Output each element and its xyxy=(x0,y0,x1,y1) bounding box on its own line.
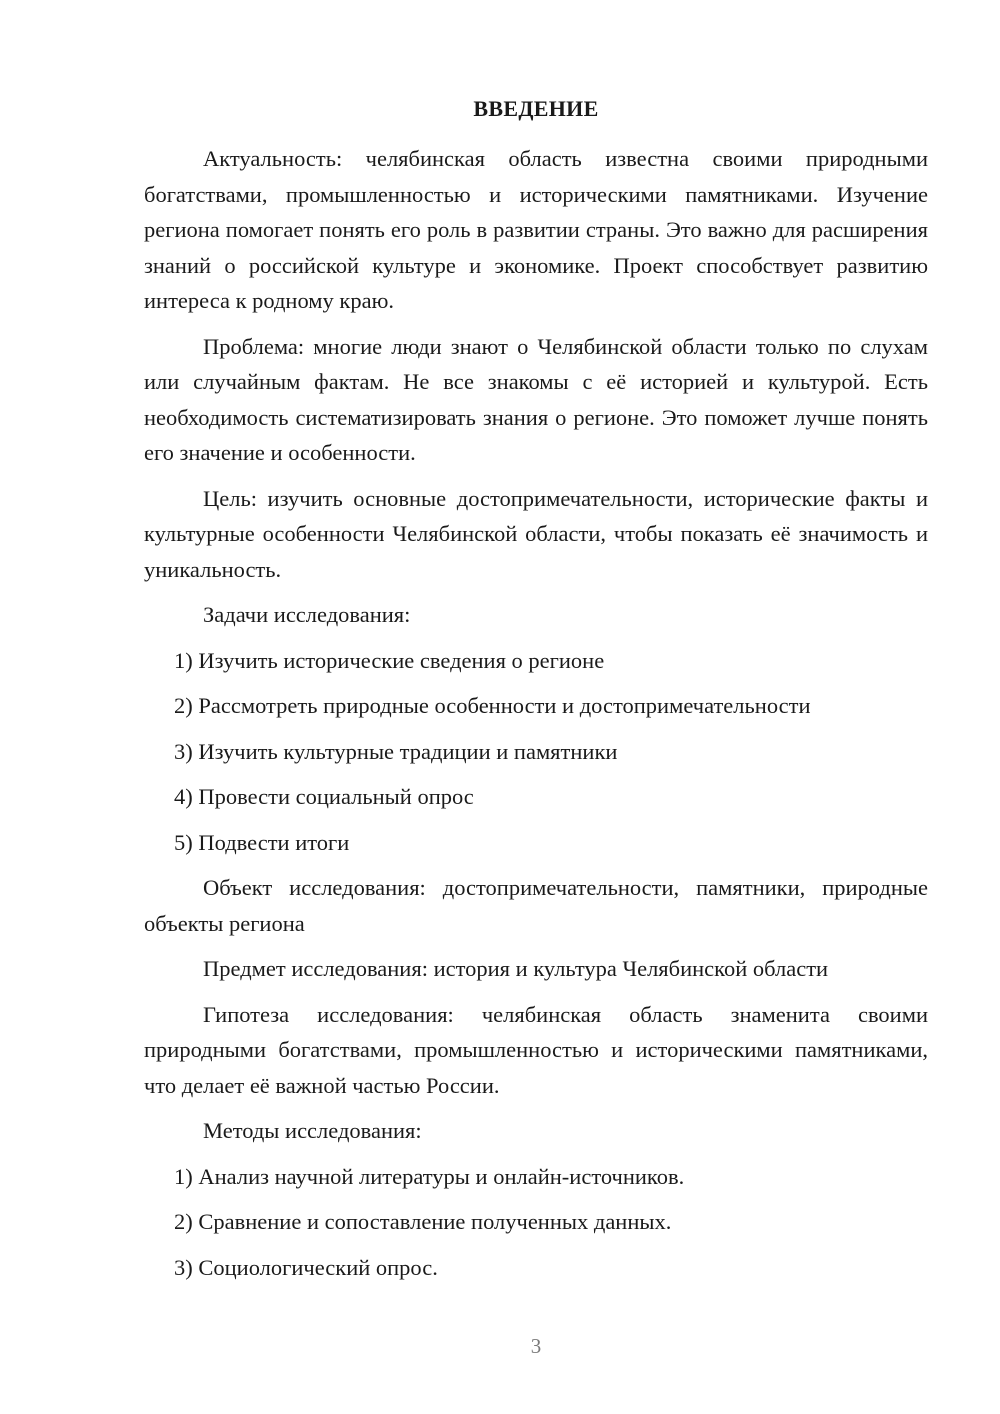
tasks-heading: Задачи исследования: xyxy=(203,602,411,627)
method-item: 3) Социологический опрос. xyxy=(174,1254,438,1280)
goal-paragraph: Цель: изучить основные достопримечательности, исторические факты и культурные особенности Челябинской области, чтобы показать её значимость и уникальность. xyxy=(144,485,928,582)
section-title: ВВЕДЕНИЕ xyxy=(473,96,599,121)
method-item: 1) Анализ научной литературы и онлайн-источников. xyxy=(174,1163,685,1189)
object-paragraph: Объект исследования: достопримечательности, памятники, природные объекты региона xyxy=(144,875,928,936)
problem-paragraph: Проблема: многие люди знают о Челябинской области только по слухам или случайным фактам. Не все знакомы с её историей и культурой. Есть необходимость систематизировать знания о регионе. Это поможет лучше понять его значение и особенности. xyxy=(144,333,928,465)
hypothesis-paragraph: Гипотеза исследования: челябинская область знаменита своими природными богатствами, промышленностью и историческими памятниками, что делает её важной частью России. xyxy=(144,1001,928,1098)
relevance-paragraph: Актуальность: челябинская область известна своими природными богатствами, промышленностью и историческими памятниками. Изучение региона помогает понять его роль в развитии страны. Это важно для расширения знаний о российской культуре и экономике. Проект способствует развитию интереса к родному краю. xyxy=(144,146,928,313)
task-item: 2) Рассмотреть природные особенности и достопримечательности xyxy=(174,693,811,718)
task-item: 4) Провести социальный опрос xyxy=(174,784,474,809)
document-body xyxy=(144,141,928,1285)
method-item: 2) Сравнение и сопоставление полученных данных. xyxy=(174,1209,672,1234)
methods-heading: Методы исследования: xyxy=(203,1118,422,1143)
subject-paragraph: Предмет исследования: история и культура Челябинской области xyxy=(203,956,829,981)
page-number: 3 xyxy=(530,1334,542,1358)
task-item: 1) Изучить исторические сведения о регионе xyxy=(174,647,605,673)
task-item: 5) Подвести итоги xyxy=(174,829,350,855)
task-item: 3) Изучить культурные традиции и памятники xyxy=(174,738,618,764)
